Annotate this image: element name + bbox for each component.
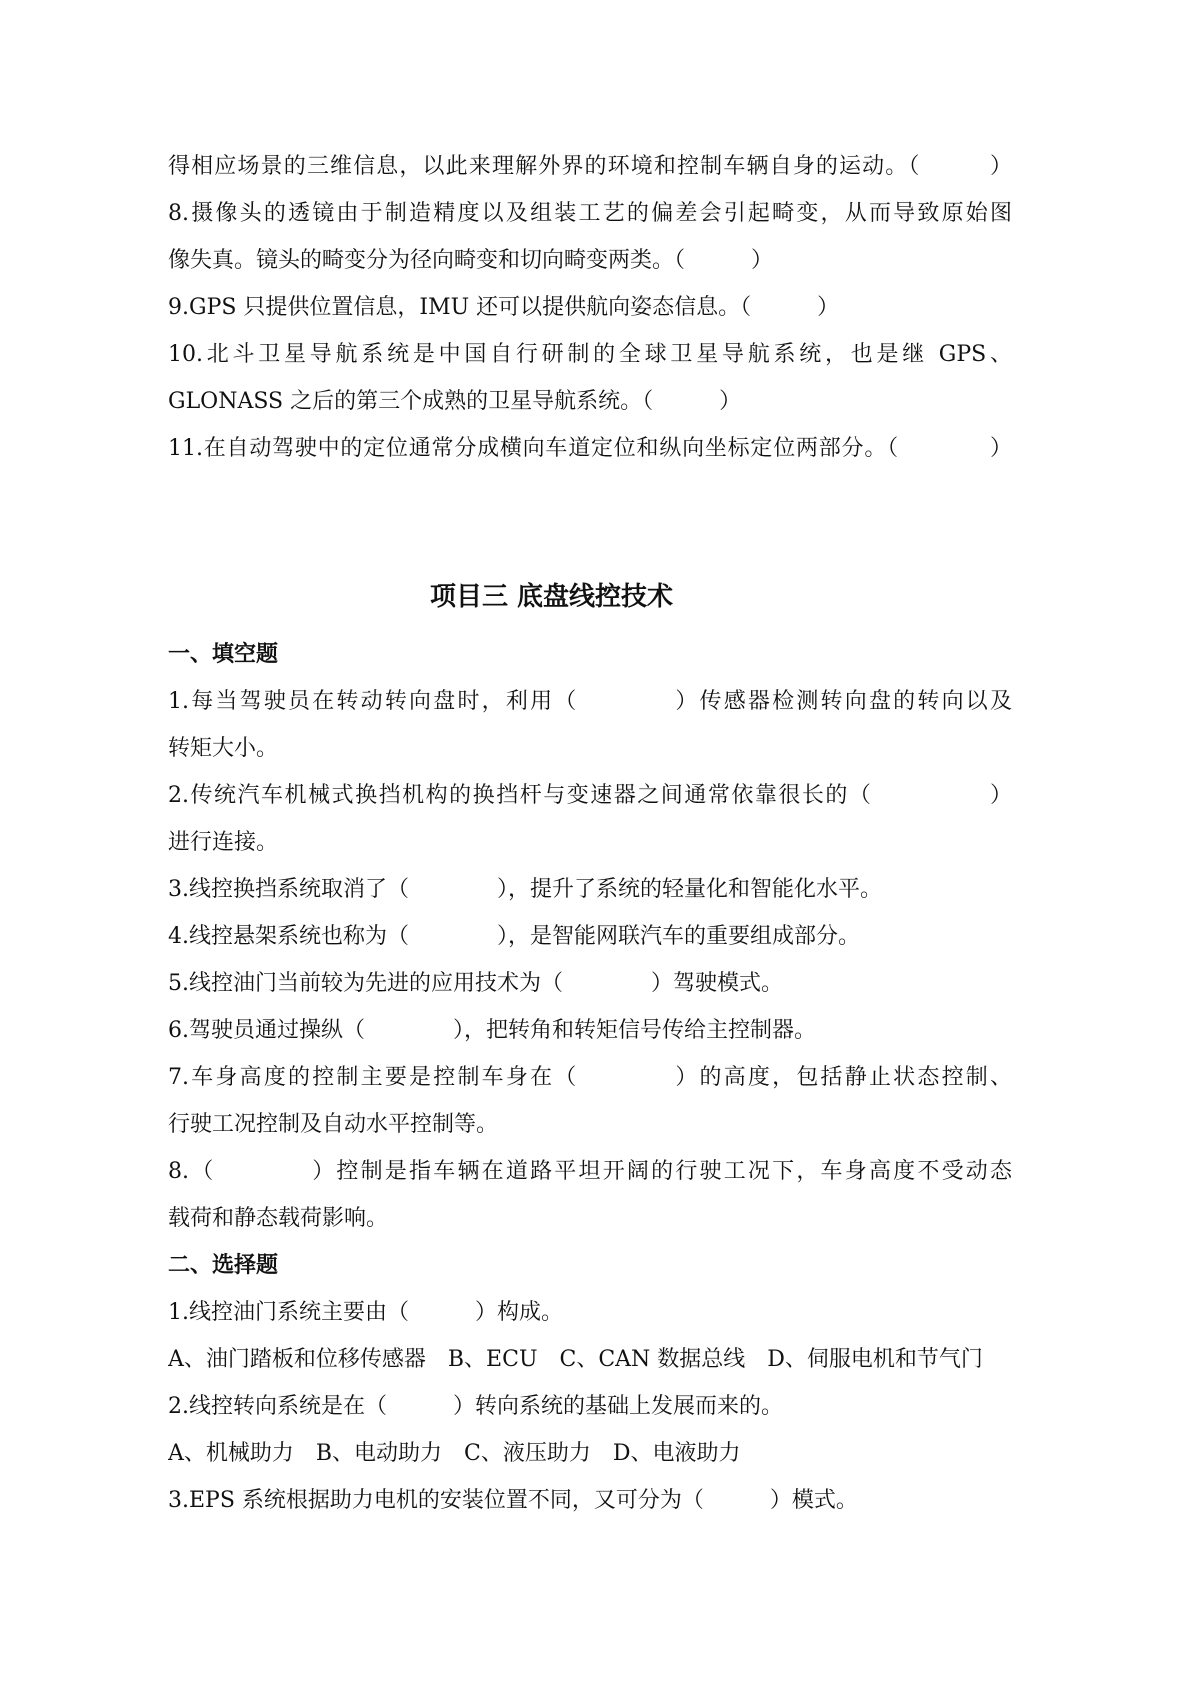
question-item <box>168 284 1012 331</box>
question-line: 8.（ ）控制是指车辆在道路平坦开阔的行驶工况下，车身高度不受动态 <box>168 1159 1012 1184</box>
question-line: 1.线控油门系统主要由（ ）构成。 <box>168 1300 563 1325</box>
question-line: 行驶工况控制及自动水平控制等。 <box>168 1112 499 1137</box>
question-line: 4.线控悬架系统也称为（ ），是智能网联汽车的重要组成部分。 <box>168 924 860 949</box>
answer-options-line: A、油门踏板和位移传感器 B、ECU C、CAN 数据总线 D、伺服电机和节气门 <box>168 1347 983 1372</box>
question-line: 2.传统汽车机械式换挡机构的换挡杆与变速器之间通常依靠很长的（ ） <box>168 783 1012 808</box>
question-item <box>168 1054 1012 1148</box>
question-line: 10.北斗卫星导航系统是中国自行研制的全球卫星导航系统，也是继 GPS、 <box>168 342 1012 367</box>
question-line: 11.在自动驾驶中的定位通常分成横向车道定位和纵向坐标定位两部分。（ ） <box>168 436 1012 461</box>
question-item <box>168 143 1012 190</box>
question-item <box>168 1148 1012 1242</box>
question-line: 7.车身高度的控制主要是控制车身在（ ）的高度，包括静止状态控制、 <box>168 1065 1012 1090</box>
question-item <box>168 190 1012 284</box>
question-line: GLONASS 之后的第三个成熟的卫星导航系统。（ ） <box>168 389 742 414</box>
question-line: 3.线控换挡系统取消了（ ），提升了系统的轻量化和智能化水平。 <box>168 877 882 902</box>
question-item <box>168 678 1012 772</box>
question-line: 得相应场景的三维信息，以此来理解外界的环境和控制车辆自身的运动。（ ） <box>168 154 1012 179</box>
question-item <box>168 1007 1012 1054</box>
multiple-choice-section <box>168 1242 1012 1524</box>
question-line: 6.驾驶员通过操纵（ ），把转角和转矩信号传给主控制器。 <box>168 1018 816 1043</box>
question-item <box>168 425 1012 472</box>
question-line: 2.线控转向系统是在（ ）转向系统的基础上发展而来的。 <box>168 1394 783 1419</box>
question-line: 5.线控油门当前较为先进的应用技术为（ ）驾驶模式。 <box>168 971 783 996</box>
answer-options-line: A、机械助力 B、电动助力 C、液压助力 D、电液助力 <box>168 1441 741 1466</box>
question-item <box>168 772 1012 866</box>
question-item <box>168 1477 1012 1524</box>
question-line: 8.摄像头的透镜由于制造精度以及组装工艺的偏差会引起畸变，从而导致原始图 <box>168 201 1012 226</box>
question-line: 载荷和静态载荷影响。 <box>168 1206 389 1231</box>
question-line: 进行连接。 <box>168 830 279 855</box>
question-item <box>168 1289 1012 1383</box>
question-line: 9.GPS 只提供位置信息，IMU 还可以提供航向姿态信息。（ ） <box>168 295 840 320</box>
question-item <box>168 1383 1012 1477</box>
project-title: 项目三 底盘线控技术 <box>430 582 674 612</box>
question-item <box>168 913 1012 960</box>
section-heading: 二、选择题 <box>168 1253 279 1278</box>
fill-in-blank-section <box>168 631 1012 1242</box>
question-line: 转矩大小。 <box>168 736 279 761</box>
previous-section-continuation <box>168 143 1012 472</box>
page-content <box>168 143 1012 1524</box>
question-item <box>168 331 1012 425</box>
question-line: 1.每当驾驶员在转动转向盘时，利用（ ）传感器检测转向盘的转向以及 <box>168 689 1012 714</box>
question-item <box>168 960 1012 1007</box>
section-heading: 一、填空题 <box>168 642 279 667</box>
question-line: 像失真。镜头的畸变分为径向畸变和切向畸变两类。（ ） <box>168 248 774 273</box>
question-item <box>168 866 1012 913</box>
question-line: 3.EPS 系统根据助力电机的安装位置不同，又可分为（ ）模式。 <box>168 1488 858 1513</box>
